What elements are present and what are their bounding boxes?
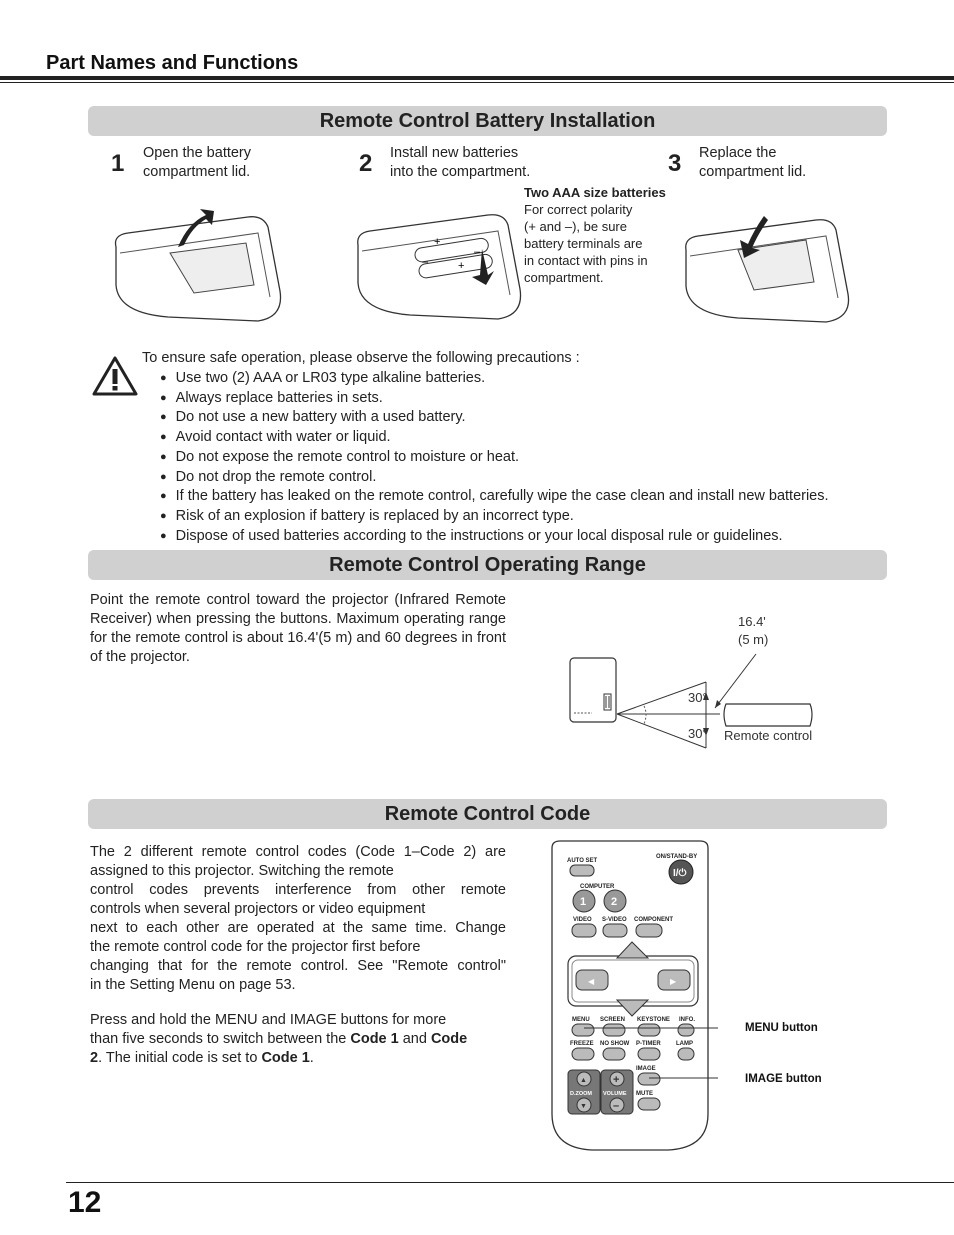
svg-text:KEYSTONE: KEYSTONE	[637, 1017, 670, 1023]
svg-text:IMAGE: IMAGE	[636, 1066, 656, 1072]
list-item: ● If the battery has leaked on the remote control, carefully wipe the case clean and install new batteries.	[160, 487, 829, 507]
svg-text:LAMP: LAMP	[676, 1041, 693, 1047]
svg-text:VOLUME: VOLUME	[603, 1091, 627, 1097]
svg-text:+: +	[458, 260, 465, 272]
svg-text:S-VIDEO: S-VIDEO	[602, 917, 627, 923]
step-1-number: 1	[111, 150, 125, 177]
menu-button-callout: MENU button	[745, 1022, 818, 1034]
svg-text:–: –	[613, 1100, 620, 1112]
remote-insert-batteries-illustration	[352, 205, 528, 330]
svg-text:+: +	[613, 1074, 620, 1086]
code-section-title: Remote Control Code	[88, 799, 887, 829]
remote-replace-lid-illustration	[680, 210, 856, 330]
svg-text:Remote control: Remote control	[724, 728, 813, 743]
remote-control-diagram	[548, 838, 718, 1156]
code-paragraph-2: Press and hold the MENU and IMAGE buttons for more than five seconds to switch between the Code 1 and Code 2. The initial code is set to Code 1.	[90, 1012, 468, 1066]
list-item: ● Do not expose the remote control to moisture or heat.	[160, 448, 829, 468]
range-section-title: Remote Control Operating Range	[88, 550, 887, 580]
step-3-text: Replace the compartment lid.	[699, 145, 807, 180]
footer-rule	[66, 1182, 954, 1183]
image-button-callout: IMAGE button	[745, 1073, 822, 1085]
operating-range-diagram	[560, 650, 840, 760]
list-item: ● Do not drop the remote control.	[160, 468, 829, 488]
list-item: ● Dispose of used batteries according to the instructions or your local disposal rule or guidelines.	[160, 527, 829, 547]
header-rule	[0, 76, 954, 80]
svg-text:–: –	[474, 246, 481, 258]
svg-text:30°: 30°	[688, 726, 708, 741]
svg-text:–: –	[422, 256, 429, 268]
battery-note: Two AAA size batteries For correct polarity (+ and –), be sure battery terminals are in contact with pins in compartment.	[524, 185, 666, 285]
svg-text:NO SHOW: NO SHOW	[600, 1041, 630, 1047]
svg-text:1: 1	[580, 896, 587, 908]
remote-open-lid-illustration	[108, 205, 288, 330]
svg-text:COMPONENT: COMPONENT	[634, 917, 673, 923]
svg-text:AUTO SET: AUTO SET	[567, 858, 598, 864]
svg-text:▶: ▶	[670, 977, 677, 986]
svg-text:COMPUTER: COMPUTER	[580, 884, 615, 890]
page-header-title: Part Names and Functions	[46, 52, 299, 74]
range-distance-label: 16.4' (5 m)	[738, 614, 769, 647]
projector-illustration	[570, 658, 616, 722]
svg-text:▼: ▼	[580, 1103, 587, 1110]
list-item: ● Risk of an explosion if battery is replaced by an incorrect type.	[160, 507, 829, 527]
battery-section-title: Remote Control Battery Installation	[88, 106, 887, 136]
page-number: 12	[68, 1186, 102, 1219]
list-item: ● Avoid contact with water or liquid.	[160, 428, 829, 448]
svg-text:MENU: MENU	[572, 1017, 590, 1023]
list-item: ● Always replace batteries in sets.	[160, 389, 829, 409]
step-2-number: 2	[359, 150, 373, 177]
step-1-text: Open the battery compartment lid.	[143, 145, 252, 180]
precautions-intro: To ensure safe operation, please observe the following precautions :	[142, 350, 580, 366]
svg-text:2: 2	[611, 896, 618, 908]
svg-text:SCREEN: SCREEN	[600, 1017, 626, 1023]
svg-text:P-TIMER: P-TIMER	[636, 1041, 661, 1047]
list-item: ● Use two (2) AAA or LR03 type alkaline batteries.	[160, 369, 829, 389]
svg-text:◀: ◀	[588, 977, 595, 986]
warning-icon	[92, 355, 138, 397]
svg-text:+: +	[434, 236, 441, 248]
svg-text:VIDEO: VIDEO	[573, 917, 592, 923]
svg-text:I/⏻: I/⏻	[673, 868, 687, 879]
svg-text:30°: 30°	[688, 690, 708, 705]
step-3-number: 3	[668, 150, 682, 177]
header-rule-thin	[0, 82, 954, 83]
step-2-text: Install new batteries into the compartment.	[390, 145, 531, 180]
code-paragraph-1: The 2 different remote control codes (Code 1–Code 2) are assigned to this projector. Switching the remote control codes prevents interference from other remote controls when several projectors or video equipment next to each other are operated at the same time. Change the remote control code for the projector first before changing that for the remote control. See "Remote control" in the Setting Menu on page 53.	[90, 844, 506, 993]
svg-text:MUTE: MUTE	[636, 1091, 653, 1097]
range-paragraph: Point the remote control toward the projector (Infrared Remote Receiver) when pressing the buttons. Maximum operating range for the remote control is about 16.4'(5 m) and 60 degrees in front of the projector.	[90, 592, 506, 665]
svg-text:▲: ▲	[580, 1077, 587, 1084]
svg-text:D.ZOOM: D.ZOOM	[570, 1091, 592, 1097]
svg-text:ON/STAND-BY: ON/STAND-BY	[656, 854, 698, 860]
svg-text:INFO.: INFO.	[679, 1017, 695, 1023]
list-item: ● Do not use a new battery with a used battery.	[160, 408, 829, 428]
svg-text:FREEZE: FREEZE	[570, 1041, 594, 1047]
remote-control-illustration	[724, 704, 812, 726]
precautions-list	[160, 369, 829, 546]
